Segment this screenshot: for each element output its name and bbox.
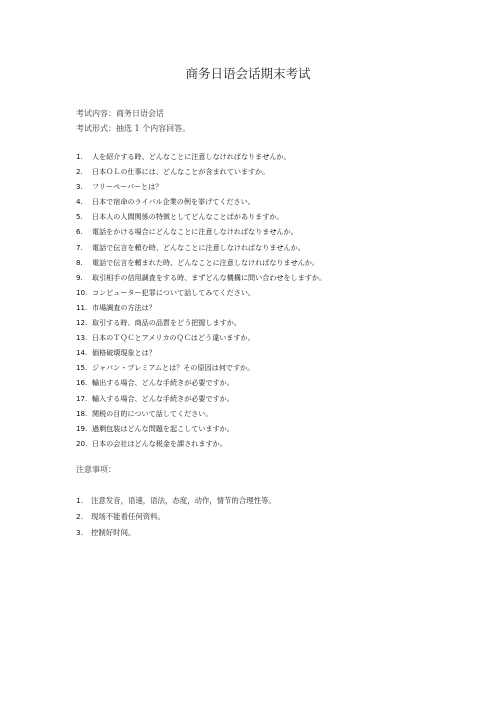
- question-text: 取引相手の信用調査をする時、まずどんな機構に問い合わせをしますか。: [92, 272, 327, 282]
- question-number: 11.: [76, 302, 88, 312]
- note-text: 现场不能看任何资料。: [91, 512, 165, 521]
- question-item: [76, 209, 326, 224]
- question-item: [76, 179, 326, 194]
- question-text: 人を紹介する時、どんなことに注意しなければなりませんか。: [92, 152, 291, 161]
- question-number: 8.: [76, 257, 83, 267]
- question-text: ジャパン・プレミアムとは？その原因は何ですか。: [92, 363, 255, 373]
- question-text: 輸出する場合、どんな手続きが必要ですか。: [92, 378, 234, 388]
- note-text: 注意发音，语速，语法，态度，动作，情节的合理性等。: [91, 496, 276, 505]
- question-item: [76, 360, 326, 375]
- question-number: 15.: [76, 363, 88, 373]
- question-text: 価格破壊現象とは？: [92, 348, 156, 358]
- question-number: 18.: [76, 408, 88, 418]
- question-text: 関税の目的について話してください。: [92, 408, 213, 418]
- question-number: 5.: [76, 212, 83, 222]
- question-item: [76, 285, 326, 300]
- question-item: [76, 255, 326, 270]
- question-text: 電話をかける場合にどんなことに注意しなければなりませんか。: [92, 227, 298, 237]
- question-number: 10.: [76, 287, 88, 297]
- question-text: 市場調査の方法は？: [92, 302, 156, 312]
- question-text: 日本で宿命のライバル企業の例を挙げてください。: [92, 197, 255, 207]
- question-item: [76, 436, 326, 451]
- question-number: 14.: [76, 348, 88, 358]
- question-item: [76, 194, 326, 209]
- question-text: コンピューター犯罪について話してみてください。: [92, 287, 256, 297]
- exam-info: [76, 106, 190, 136]
- note-item: [76, 493, 276, 509]
- question-item: [76, 315, 326, 330]
- question-text: 過剰包装はどんな問題を起こしていますか。: [92, 423, 234, 433]
- question-number: 4.: [76, 197, 83, 207]
- question-number: 16.: [76, 378, 88, 388]
- question-number: 19.: [76, 423, 88, 433]
- question-list: [76, 149, 326, 451]
- question-number: 12.: [76, 318, 88, 328]
- note-number: 1.: [76, 496, 84, 505]
- notes-heading: 注意事项：: [76, 465, 116, 474]
- question-text: 取引する時、商品の品質をどう把握しますか。: [92, 318, 241, 328]
- note-item: [76, 509, 276, 525]
- question-text: 電話で伝言を頼む時、どんなことに注意しなければなりませんか。: [92, 242, 305, 252]
- question-item: [76, 345, 326, 360]
- notes-list: [76, 493, 276, 541]
- note-item: [76, 525, 276, 541]
- question-text: 日本人の人間関係の特徴としてどんなことばがありますか。: [92, 212, 284, 222]
- question-text: 日本ＯＬの仕事には、どんなことが含まれていますか。: [92, 167, 270, 177]
- question-item: [76, 149, 326, 164]
- question-item: [76, 240, 326, 255]
- question-number: 1.: [76, 152, 83, 161]
- note-number: 3.: [76, 528, 84, 537]
- question-item: [76, 224, 326, 239]
- question-text: 日本のＴＱＣとアメリカのＱＣはどう違いますか。: [92, 333, 255, 343]
- question-text: 日本の会社はどんな税金を課されますか。: [92, 438, 227, 448]
- question-item: [76, 391, 326, 406]
- note-number: 2.: [76, 512, 84, 521]
- exam-format-line: 考试形式：抽选 1 个内容回答。: [76, 124, 191, 133]
- question-item: [76, 421, 326, 436]
- question-item: [76, 330, 326, 345]
- exam-content-line: 考试内容：商务日语会话: [76, 109, 164, 118]
- question-item: [76, 375, 326, 390]
- question-number: 9.: [76, 272, 83, 282]
- question-text: 輸入する場合、どんな手続きが必要ですか。: [92, 393, 234, 403]
- page-title: 商务日语会话期末考试: [185, 66, 311, 81]
- question-number: 13.: [76, 333, 88, 343]
- question-number: 17.: [76, 393, 88, 403]
- question-number: 3.: [76, 182, 83, 192]
- question-number: 6.: [76, 227, 83, 237]
- question-text: 電話で伝言を頼まれた時、どんなことに注意しなければなりませんか。: [92, 257, 319, 267]
- question-item: [76, 300, 326, 315]
- question-item: [76, 270, 326, 285]
- question-number: 7.: [76, 242, 83, 252]
- question-number: 20.: [76, 438, 88, 448]
- question-item: [76, 406, 326, 421]
- question-number: 2.: [76, 167, 83, 177]
- question-text: フリーペーパーとは？: [92, 182, 163, 192]
- note-text: 控制好时间。: [91, 528, 136, 537]
- question-item: [76, 164, 326, 179]
